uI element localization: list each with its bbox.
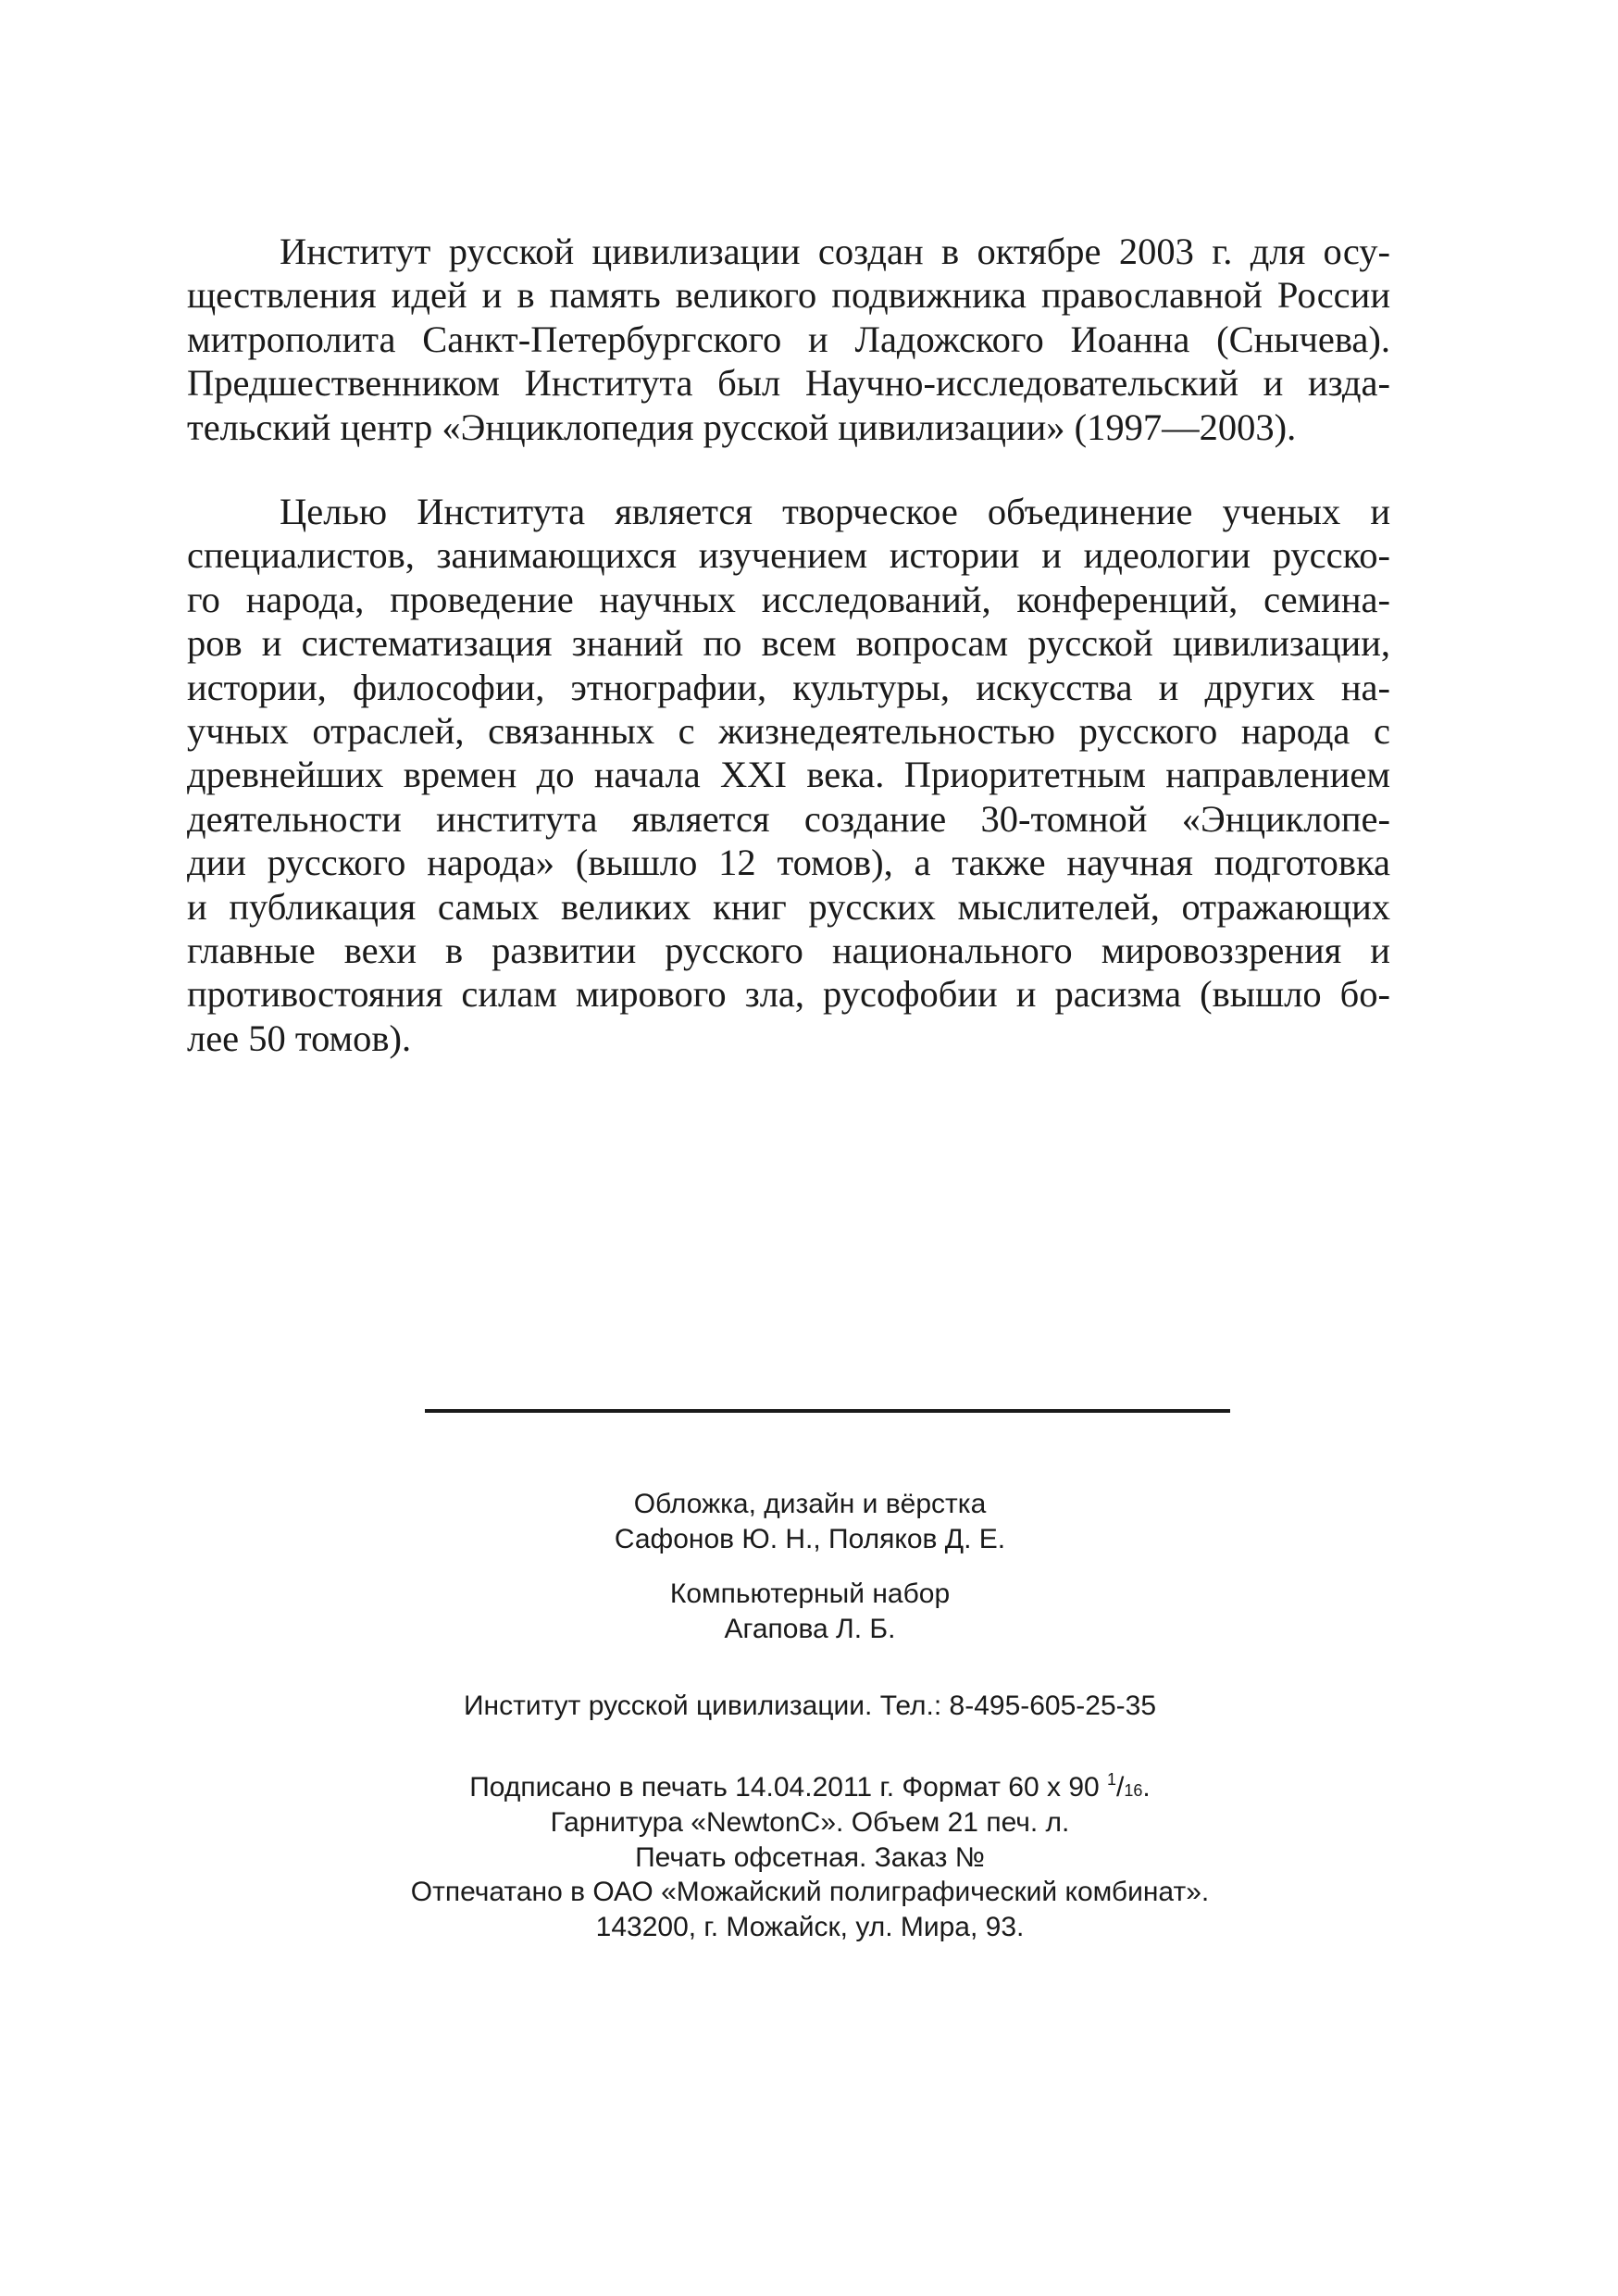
paragraph-2-line: Целью Института является творческое объединение ученых и [280,491,1390,532]
design-names: Сафонов Ю. Н., Поляков Д. Е. [614,1523,1006,1554]
paragraph-2-line: деятельности института является создание 30-томной «Энциклопе- [187,797,1390,840]
typeface-line: Гарнитура «NewtonC». Объем 21 печ. л. [550,1806,1070,1838]
paragraph-2-line: специалистов, занимающихся изучением истории и идеологии русско- [187,534,1390,577]
typesetting-label: Компьютерный набор [669,1578,951,1609]
paragraph-2-line: ров и систематизация знаний по всем вопросам русской цивилизации, [187,622,1390,665]
paragraph-2-line: дии русского народа» (вышло 12 томов), а также научная подготовка [187,842,1390,884]
paragraph-2-line: лее 50 томов). [187,1017,412,1059]
typesetting-name: Агапова Л. Б. [724,1613,896,1644]
paragraph-2-line: истории, философии, этнографии, культуры, искусства и других на- [187,666,1390,708]
signed-suffix: . [1142,1772,1151,1803]
credits-design [268,1487,1351,1557]
signed-prefix: Подписано в печать 14.04.2011 г. Формат 60 х 90 [469,1772,1108,1803]
format-denominator: 16 [1124,1781,1143,1800]
format-numerator: 1 [1107,1770,1117,1789]
paragraph-1-line: ществления идей и в память великого подвижника православной России [187,274,1390,317]
credits-typesetting [268,1577,1351,1647]
paragraph-1-line: митрополита Санкт-Петербургского и Ладожского Иоанна (Снычева). [187,318,1390,360]
printer-line: Отпечатано в ОАО «Можайский полиграфический комбинат». [410,1877,1210,1908]
contact-info [268,1689,1351,1724]
signed-line: Подписано в печать 14.04.2011 г. Формат 60 х 90 $^1$/16. [469,1770,1151,1803]
paragraph-1 [187,230,1390,449]
institute-phone: Институт русской цивилизации. Тел.: 8-495-605-25-35 [463,1691,1157,1721]
order-line: Печать офсетная. Заказ № [635,1841,985,1873]
paragraph-2-line: противостояния силам мирового зла, русофобии и расизма (вышло бо- [187,973,1390,1016]
paragraph-2-line: древнейших времен до начала XXI века. Приоритетным направлением [187,754,1390,796]
paragraph-1-line: Институт русской цивилизации создан в октябре 2003 г. для осу- [280,231,1390,272]
print-info [268,1770,1351,1945]
paragraph-2-line: и публикация самых великих книг русских мыслителей, отражающих [187,885,1390,928]
design-label: Обложка, дизайн и вёрстка [633,1489,987,1519]
paragraph-2 [187,490,1390,1060]
address-line: 143200, г. Можайск, ул. Мира, 93. [595,1912,1025,1943]
paragraph-2-line: учных отраслей, связанных с жизнедеятельностью русского народа с [187,710,1390,753]
paragraph-2-line: главные вехи в развитии русского национального мировоззрения и [187,930,1390,972]
paragraph-1-line: тельский центр «Энциклопедия русской цивилизации» (1997—2003). [187,406,1297,448]
paragraph-2-line: го народа, проведение научных исследований, конференций, семина- [187,578,1390,620]
paragraph-1-line: Предшественником Института был Научно-исследовательский и изда- [187,362,1390,405]
imprint-divider [425,1409,1230,1413]
